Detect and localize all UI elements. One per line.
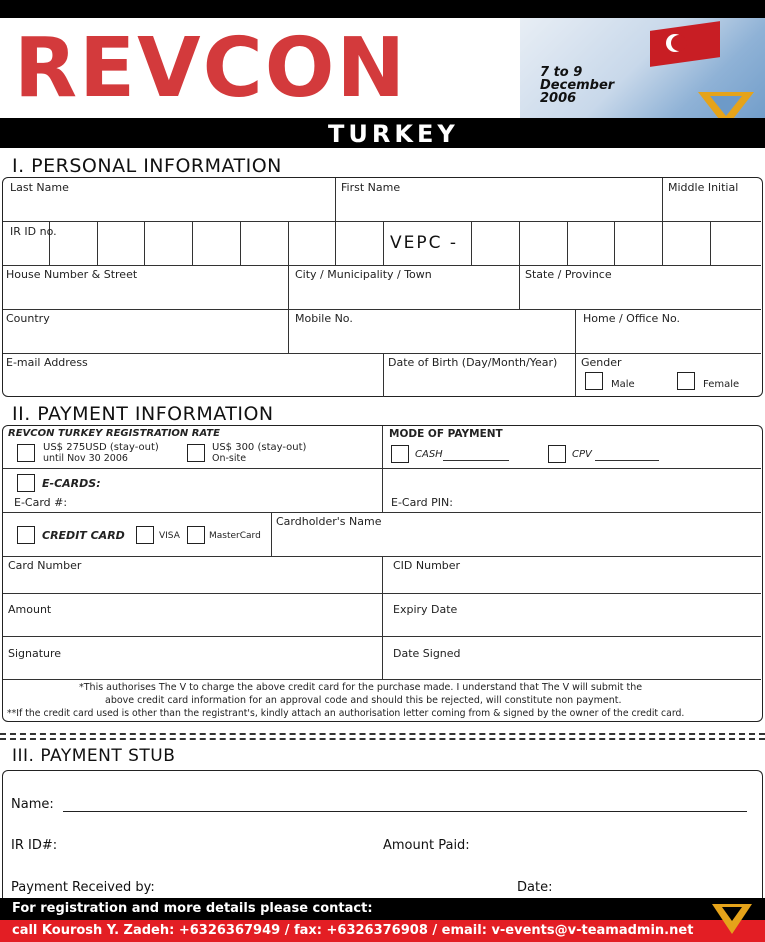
male-label: Male (611, 379, 635, 390)
payment-section-title: II. PAYMENT INFORMATION (12, 403, 274, 425)
rate-onsite-checkbox[interactable] (187, 444, 205, 462)
rate-early-checkbox[interactable] (17, 444, 35, 462)
rate-onsite-label: US$ 300 (stay-out) (212, 442, 307, 453)
card-number-field[interactable]: Card Number (8, 559, 82, 572)
visa-checkbox[interactable] (136, 526, 154, 544)
amount-field[interactable]: Amount (8, 603, 52, 616)
payment-stub-box (2, 770, 763, 910)
cut-line (0, 733, 765, 735)
stub-section-title: III. PAYMENT STUB (12, 746, 176, 766)
personal-section-title: I. PERSONAL INFORMATION (12, 155, 282, 177)
ecards-label: E-CARDS: (42, 477, 101, 490)
male-checkbox[interactable] (585, 372, 603, 390)
rate-onsite-note: On-site (212, 453, 247, 464)
stub-received-by-label: Payment Received by: (11, 880, 155, 895)
revcon-logo (14, 10, 484, 130)
mobile-field[interactable]: Mobile No. (295, 312, 353, 325)
payment-info-box (2, 425, 763, 722)
stub-amount-paid-label: Amount Paid: (383, 838, 470, 853)
stub-name-line[interactable] (63, 811, 747, 812)
rate-early-note: until Nov 30 2006 (43, 453, 128, 464)
rate-title: REVCON TURKEY REGISTRATION RATE (8, 428, 220, 439)
ecard-number-field[interactable]: E-Card #: (14, 496, 68, 509)
mastercard-checkbox[interactable] (187, 526, 205, 544)
first-name-field[interactable]: First Name (341, 181, 401, 194)
credit-card-label: CREDIT CARD (42, 529, 125, 542)
personal-info-box (2, 177, 763, 397)
gender-label: Gender (581, 356, 622, 369)
ecards-checkbox[interactable] (17, 474, 35, 492)
state-field[interactable]: State / Province (525, 268, 612, 281)
rate-early-label: US$ 275USD (stay-out) (43, 442, 159, 453)
authorisation-note-2: above credit card information for an approval code and should this be rejected, will constitute non payment. (105, 695, 622, 706)
cid-field[interactable]: CID Number (393, 559, 461, 572)
cpv-checkbox[interactable] (548, 445, 566, 463)
cash-checkbox[interactable] (391, 445, 409, 463)
cash-label: CASH (415, 449, 443, 460)
house-street-field[interactable]: House Number & Street (6, 268, 138, 281)
city-field[interactable]: City / Municipality / Town (295, 268, 432, 281)
middle-initial-field[interactable]: Middle Initial (668, 181, 739, 194)
vepc-label: VEPC - (390, 233, 459, 253)
email-field[interactable]: E-mail Address (6, 356, 88, 369)
country-field[interactable]: Country (6, 312, 50, 325)
expiry-field[interactable]: Expiry Date (393, 603, 458, 616)
stub-date-label: Date: (517, 880, 553, 895)
ir-id-field[interactable]: IR ID no. (10, 225, 57, 238)
stub-ir-id-label: IR ID#: (11, 838, 58, 853)
subtitle: TURKEY (328, 120, 459, 148)
credit-card-checkbox[interactable] (17, 526, 35, 544)
authorisation-note-1: *This authorises The V to charge the above credit card for the purchase made. I understand that The V will submit the (79, 682, 643, 693)
dob-field[interactable]: Date of Birth (Day/Month/Year) (388, 356, 558, 369)
cpv-label: CPV (572, 449, 592, 460)
last-name-field[interactable]: Last Name (10, 181, 69, 194)
date-signed-field[interactable]: Date Signed (393, 647, 461, 660)
stub-name-label: Name: (11, 797, 54, 812)
mode-title: MODE OF PAYMENT (389, 428, 503, 440)
female-label: Female (703, 379, 740, 390)
logo-text: REVCON (14, 21, 408, 116)
footer-contact-heading: For registration and more details please contact: (12, 901, 373, 916)
signature-field[interactable]: Signature (8, 647, 62, 660)
mastercard-label: MasterCard (209, 531, 261, 541)
home-office-field[interactable]: Home / Office No. (583, 312, 681, 325)
footer-contact-details: call Kourosh Y. Zadeh: +6326367949 / fax: +6326376908 / email: v-events@v-teamadmin.net (12, 923, 694, 938)
cardholder-field[interactable]: Cardholder's Name (276, 515, 382, 528)
authorisation-note-3: **If the credit card used is other than the registrant's, kindly attach an authorisation letter coming from & signed by the owner of the credit card. (7, 708, 685, 719)
visa-label: VISA (159, 531, 180, 541)
ecard-pin-field[interactable]: E-Card PIN: (391, 496, 453, 509)
female-checkbox[interactable] (677, 372, 695, 390)
event-dates: 7 to 9 December 2006 (540, 65, 615, 106)
